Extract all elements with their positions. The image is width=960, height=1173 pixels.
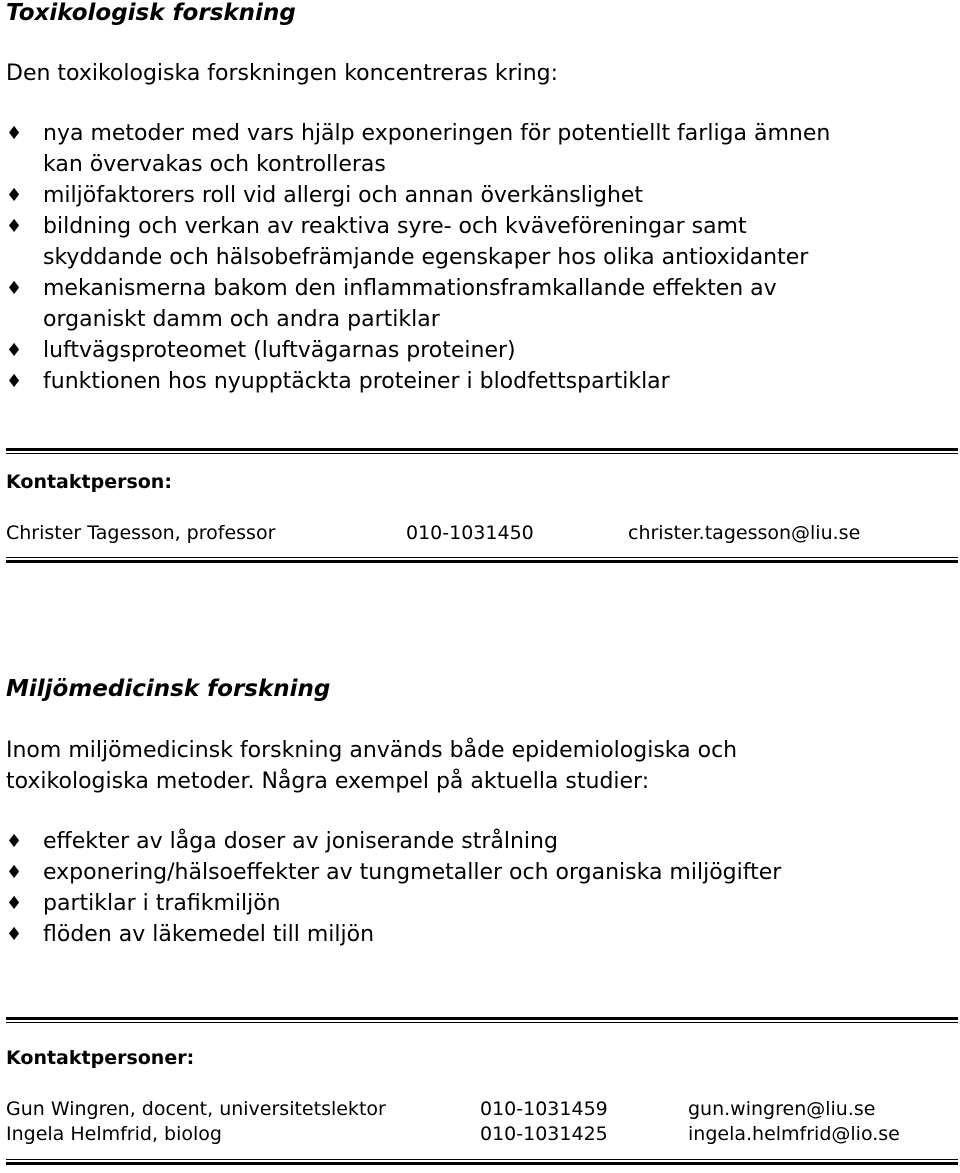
research-list-miljomedicinsk [6, 826, 956, 950]
list-item-line: nya metoder med vars hjälp exponeringen för potentiellt farliga ämnen [43, 121, 831, 146]
diamond-bullet-icon: ♦ [6, 340, 23, 361]
divider [6, 1022, 958, 1023]
diamond-bullet-icon: ♦ [6, 123, 23, 144]
research-list-toxikologisk [6, 118, 956, 397]
list-item [6, 335, 956, 366]
divider [6, 1017, 958, 1020]
diamond-bullet-icon: ♦ [6, 278, 23, 299]
list-item-line: effekter av låga doser av joniserande strålning [43, 829, 558, 854]
list-item [6, 118, 956, 180]
contact-name: Ingela Helmfrid, biolog [6, 1123, 222, 1145]
list-item [6, 180, 956, 211]
contact-label: Kontaktpersoner: [6, 1047, 195, 1069]
diamond-bullet-icon: ♦ [6, 371, 23, 392]
diamond-bullet-icon: ♦ [6, 831, 23, 852]
list-item-line: kan övervakas och kontrolleras [43, 152, 386, 177]
list-item-line: exponering/hälsoeffekter av tungmetaller och organiska miljögifter [43, 860, 782, 885]
diamond-bullet-icon: ♦ [6, 893, 23, 914]
section-title-toxikologisk: Toxikologisk forskning [6, 0, 296, 26]
list-item-line: mekanismerna bakom den inflammationsframkallande effekten av [43, 276, 777, 301]
contact-email: ingela.helmfrid@lio.se [688, 1123, 900, 1145]
contact-email: gun.wingren@liu.se [688, 1098, 876, 1120]
section-title-miljomedicinsk: Miljömedicinsk forskning [6, 676, 331, 702]
contact-name: Christer Tagesson, professor [6, 522, 276, 544]
list-item-line: organiskt damm och andra partiklar [43, 307, 440, 332]
list-item [6, 366, 956, 397]
section-intro-line: Inom miljömedicinsk forskning används både epidemiologiska och [6, 738, 738, 763]
diamond-bullet-icon: ♦ [6, 924, 23, 945]
diamond-bullet-icon: ♦ [6, 862, 23, 883]
list-item [6, 826, 956, 857]
contact-phone: 010-1031459 [480, 1098, 608, 1120]
contact-name: Gun Wingren, docent, universitetslektor [6, 1098, 386, 1120]
section-intro: Den toxikologiska forskningen koncentreras kring: [6, 61, 559, 86]
list-item-line: luftvägsproteomet (luftvägarnas proteiner) [43, 338, 516, 363]
list-item-line: partiklar i trafikmiljön [43, 891, 281, 916]
list-item-line: flöden av läkemedel till miljön [43, 922, 375, 947]
divider [6, 448, 958, 451]
divider [6, 1162, 958, 1165]
divider [6, 1159, 958, 1160]
divider [6, 557, 958, 558]
divider [6, 453, 958, 454]
contact-label: Kontaktperson: [6, 471, 172, 493]
contact-phone: 010-1031450 [406, 522, 534, 544]
list-item-line: skyddande och hälsobefrämjande egenskaper hos olika antioxidanter [43, 245, 809, 270]
list-item [6, 919, 956, 950]
divider [6, 560, 958, 563]
contact-email: christer.tagesson@liu.se [628, 522, 861, 544]
diamond-bullet-icon: ♦ [6, 216, 23, 237]
list-item [6, 211, 956, 273]
list-item [6, 857, 956, 888]
diamond-bullet-icon: ♦ [6, 185, 23, 206]
list-item-line: bildning och verkan av reaktiva syre- och kväveföreningar samt [43, 214, 747, 239]
contact-phone: 010-1031425 [480, 1123, 608, 1145]
list-item [6, 273, 956, 335]
section-intro-line: toxikologiska metoder. Några exempel på aktuella studier: [6, 769, 650, 794]
list-item [6, 888, 956, 919]
list-item-line: miljöfaktorers roll vid allergi och annan överkänslighet [43, 183, 644, 208]
list-item-line: funktionen hos nyupptäckta proteiner i blodfettspartiklar [43, 369, 670, 394]
